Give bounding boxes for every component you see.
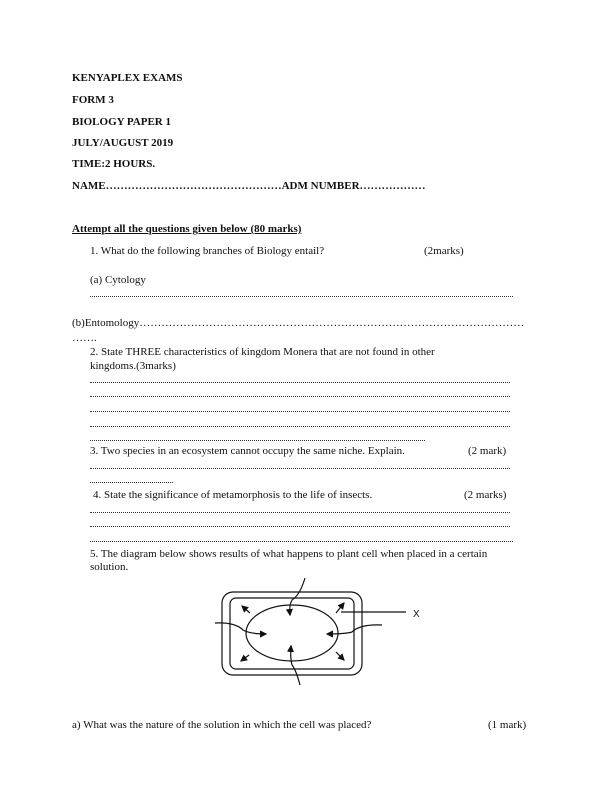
instructions: Attempt all the questions given below (80 marks) — [72, 223, 302, 235]
label-x: X — [413, 609, 420, 620]
question-1b: (b)Entomology…………………………………………………………………………………………… — [72, 317, 525, 329]
question-4: 4. State the significance of metamorphosis to the life of insects. — [93, 489, 373, 501]
paper-title: BIOLOGY PAPER 1 — [72, 116, 172, 128]
question-1a: (a) Cytology — [90, 274, 146, 286]
question-1: 1. What do the following branches of Biology entail? — [90, 245, 325, 257]
school-name: KENYAPLEX EXAMS — [72, 72, 183, 84]
question-1-marks: (2marks) — [424, 245, 464, 257]
question-2: 2. State THREE characteristics of kingdom Monera that are not found in other — [90, 346, 435, 358]
question-2-cont: kingdoms.(3marks) — [90, 360, 176, 372]
question-1b-cont: ……. — [72, 332, 97, 344]
question-4-marks: (2 marks) — [464, 489, 507, 501]
exam-date: JULY/AUGUST 2019 — [72, 137, 174, 149]
form-label: FORM 3 — [72, 94, 114, 106]
vacuole — [246, 605, 338, 661]
question-5-cont: solution. — [90, 561, 129, 573]
question-5: 5. The diagram below shows results of what happens to plant cell when placed in a certain — [90, 548, 488, 560]
question-5a: a) What was the nature of the solution in which the cell was placed? — [72, 719, 372, 731]
question-5a-marks: (1 mark) — [488, 719, 527, 731]
question-3-marks: (2 mark) — [468, 445, 507, 457]
question-3: 3. Two species in an ecosystem cannot occupy the same niche. Explain. — [90, 445, 405, 457]
name-adm-line: NAME…………………………………………ADM NUMBER……………… — [72, 180, 426, 192]
exam-time: TIME:2 HOURS. — [72, 158, 156, 170]
